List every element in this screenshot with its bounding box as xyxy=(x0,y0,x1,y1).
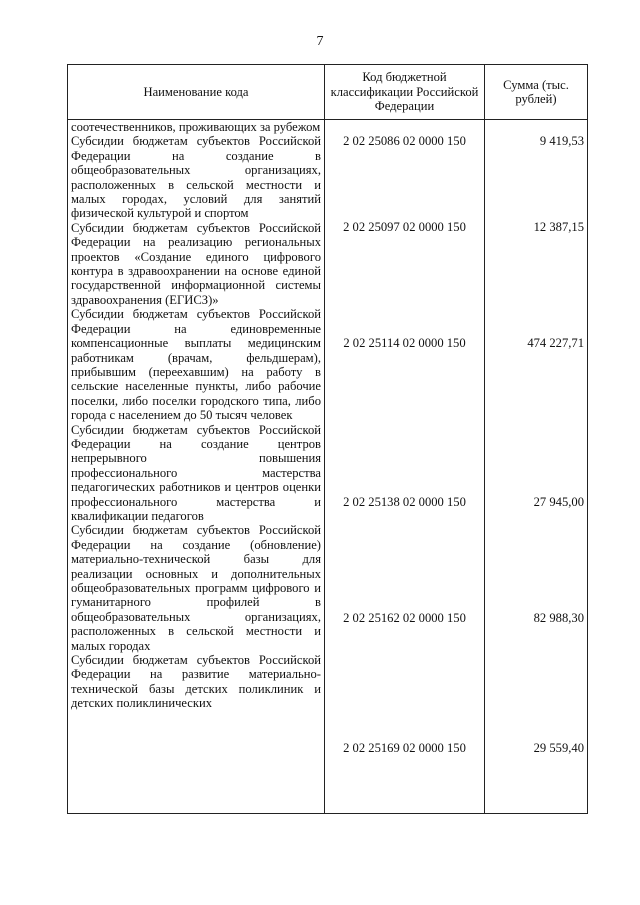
table-header-row xyxy=(68,65,588,120)
row-name: Субсидии бюджетам субъектов Российской Федерации на реализацию региональных проектов «Создание единого цифрового контура в здравоохранении на основе единой государственной информационной системы здравоохранения (ЕГИСЗ)» xyxy=(71,220,321,307)
code-column xyxy=(325,120,485,814)
row-amount: 29 559,40 xyxy=(533,741,584,756)
row-name: Субсидии бюджетам субъектов Российской Федерации на создание (обновление) материально-технической базы для реализации основных и дополнительных общеобразовательных программ цифрового и гуманитарного профилей в общеобразовательных организациях, расположенных в сельской местности и малых городах xyxy=(71,523,321,653)
row-code: 2 02 25086 02 0000 150 xyxy=(343,134,466,148)
row-amount: 474 227,71 xyxy=(527,335,584,350)
row-name: соотечественников, проживающих за рубежом xyxy=(71,120,321,134)
row-name: Субсидии бюджетам субъектов Российской Федерации на развитие материально-технической базы детских поликлиник и детских поликлинических xyxy=(71,653,321,711)
row-code: 2 02 25169 02 0000 150 xyxy=(343,741,466,756)
row-code: 2 02 25162 02 0000 150 xyxy=(343,610,466,625)
page-number: 7 xyxy=(316,34,324,49)
row-code: 2 02 25138 02 0000 150 xyxy=(343,495,466,510)
header-name: Наименование кода xyxy=(68,65,325,120)
row-code: 2 02 25097 02 0000 150 xyxy=(343,220,466,235)
row-amount: 9 419,53 xyxy=(539,134,584,148)
row-text-cell xyxy=(68,120,325,814)
row-amount: 82 988,30 xyxy=(533,610,584,625)
budget-table xyxy=(67,64,588,814)
header-code: Код бюджетной классификации Российской Федерации xyxy=(325,65,485,120)
row-name: Субсидии бюджетам субъектов Российской Федерации на создание в общеобразовательных организациях, расположенных в сельской местности и малых городах, условий для занятий физической культурой и спортом xyxy=(71,134,321,221)
amount-column xyxy=(485,120,588,814)
row-amount: 12 387,15 xyxy=(533,220,584,235)
table-row xyxy=(68,120,588,814)
header-amount: Сумма (тыс. рублей) xyxy=(485,65,588,120)
row-name: Субсидии бюджетам субъектов Российской Федерации на единовременные компенсационные выплаты медицинским работникам (врачам, фельдшерам), прибывшим (переехавшим) на работу в сельские населенные пункты, либо рабочие поселки, либо поселки городского типа, либо города с населением до 50 тысяч человек xyxy=(71,307,321,423)
row-code: 2 02 25114 02 0000 150 xyxy=(343,335,466,350)
row-name: Субсидии бюджетам субъектов Российской Федерации на создание центров непрерывного повышения профессионального мастерства педагогических работников и центров оценки профессионального мастерства и квалификации педагогов xyxy=(71,422,321,523)
row-amount: 27 945,00 xyxy=(533,495,584,510)
